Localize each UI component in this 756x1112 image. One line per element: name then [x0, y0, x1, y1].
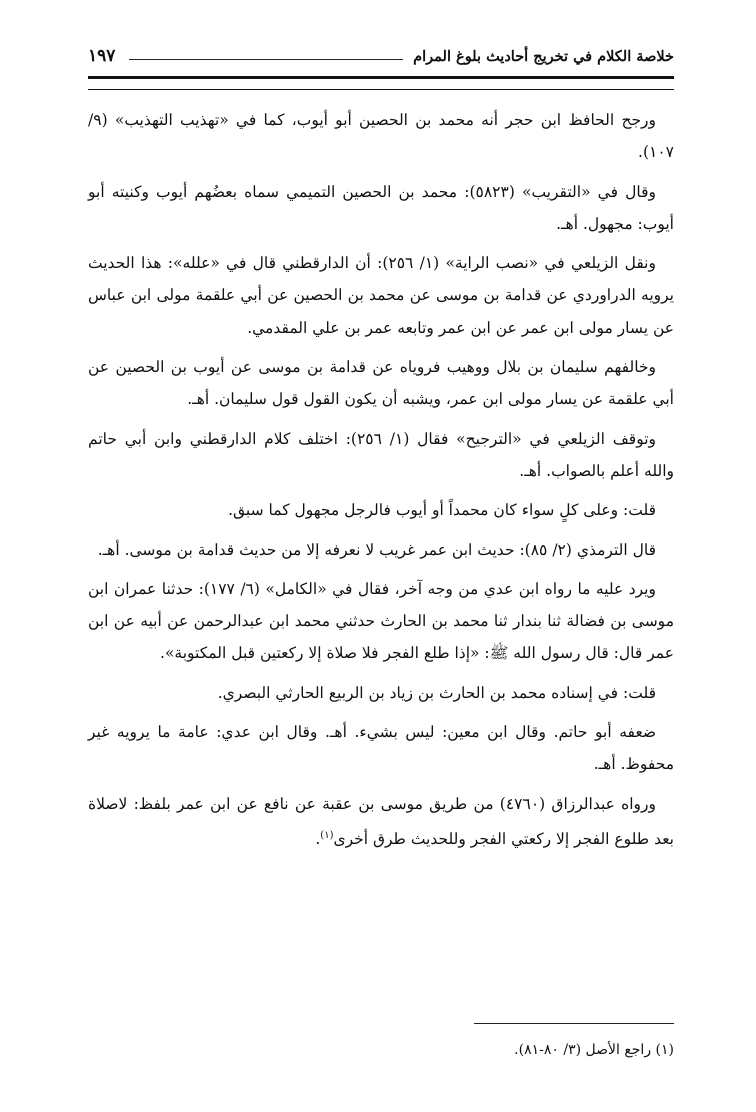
paragraph-3: ونقل الزيلعي في «نصب الراية» (١/ ٢٥٦): أن الدارقطني قال في «علله»: هذا الحديث يرويه الدراوردي عن قدامة بن موسى عن محمد بن الحصين عن أبي علقمة مولى ابن عباس عن يسار مولى ابن عمر عن ابن عمر وتابعه عمر بن علي المقدمي. [88, 254, 674, 337]
footnote-marker: (١) [320, 829, 334, 841]
paragraph-8: ويرد عليه ما رواه ابن عدي من وجه آخر، فقال في «الكامل» (٦/ ١٧٧): حدثنا عمران ابن موسى بن فضالة ثنا بندار ثنا محمد بن الحارث حدثني محمد ابن عبدالرحمن عن أبيه عن ابن عمر قال: قال رسول الله ﷺ: «إذا طلع الفجر فلا صلاة إلا ركعتين قبل المكتوبة». [88, 579, 674, 663]
header-rule [129, 59, 403, 60]
footnote-1: (١) راجع الأصل (٣/ ٨٠-٨١). [514, 1042, 674, 1058]
paragraph-6: قلت: وعلى كلٍ سواء كان محمداً أو أيوب فالرجل مجهول كما سبق. [228, 501, 656, 520]
header-double-rule [88, 76, 674, 90]
page-number: ١٩٧ [88, 46, 116, 66]
paragraph-2: وقال في «التقريب» (٥٨٢٣): محمد بن الحصين التميمي سماه بعضُهم أيوب وكنيته أبو أيوب: مجهول. أهـ. [88, 182, 674, 233]
paragraph-11-text: ورواه عبدالرزاق (٤٧٦٠) من طريق موسى بن عقبة عن نافع عن ابن عمر بلفظ: لاصلاة بعد طلوع الفجر إلا ركعتي الفجر وللحديث طرق أخرى [88, 794, 674, 849]
footnote-separator [474, 1023, 674, 1024]
paragraph-11-end: . [315, 830, 321, 849]
paragraph-9: قلت: في إسناده محمد بن الحارث بن زياد بن الربيع الحارثي البصري. [217, 683, 656, 702]
header-title: خلاصة الكلام في تخريج أحاديث بلوغ المرام [413, 47, 674, 65]
main-text [88, 104, 674, 862]
paragraph-4: وخالفهم سليمان بن بلال ووهيب فروياه عن قدامة بن موسى عن أيوب بن الحصين عن أبي علقمة عن يسار مولى ابن عمر، ويشبه أن يكون القول قول سليمان. أهـ. [88, 358, 674, 409]
paragraph-10: ضعفه أبو حاتم. وقال ابن معين: ليس بشيء. أهـ. وقال ابن عدي: عامة ما يرويه غير محفوظ. أهـ. [88, 723, 674, 774]
paragraph-1: ورجح الحافظ ابن حجر أنه محمد بن الحصين أبو أيوب، كما في «تهذيب التهذيب» (٩/ ١٠٧). [88, 111, 674, 162]
paragraph-7: قال الترمذي (٢/ ٨٥): حديث ابن عمر غريب لا نعرفه إلا من حديث قدامة بن موسى. أهـ. [97, 540, 656, 559]
paragraph-11 [88, 788, 674, 856]
running-header [88, 42, 674, 70]
paragraph-5: وتوقف الزيلعي في «الترجيح» فقال (١/ ٢٥٦): اختلف كلام الدارقطني وابن أبي حاتم والله أعلم بالصواب. أهـ. [88, 429, 674, 480]
